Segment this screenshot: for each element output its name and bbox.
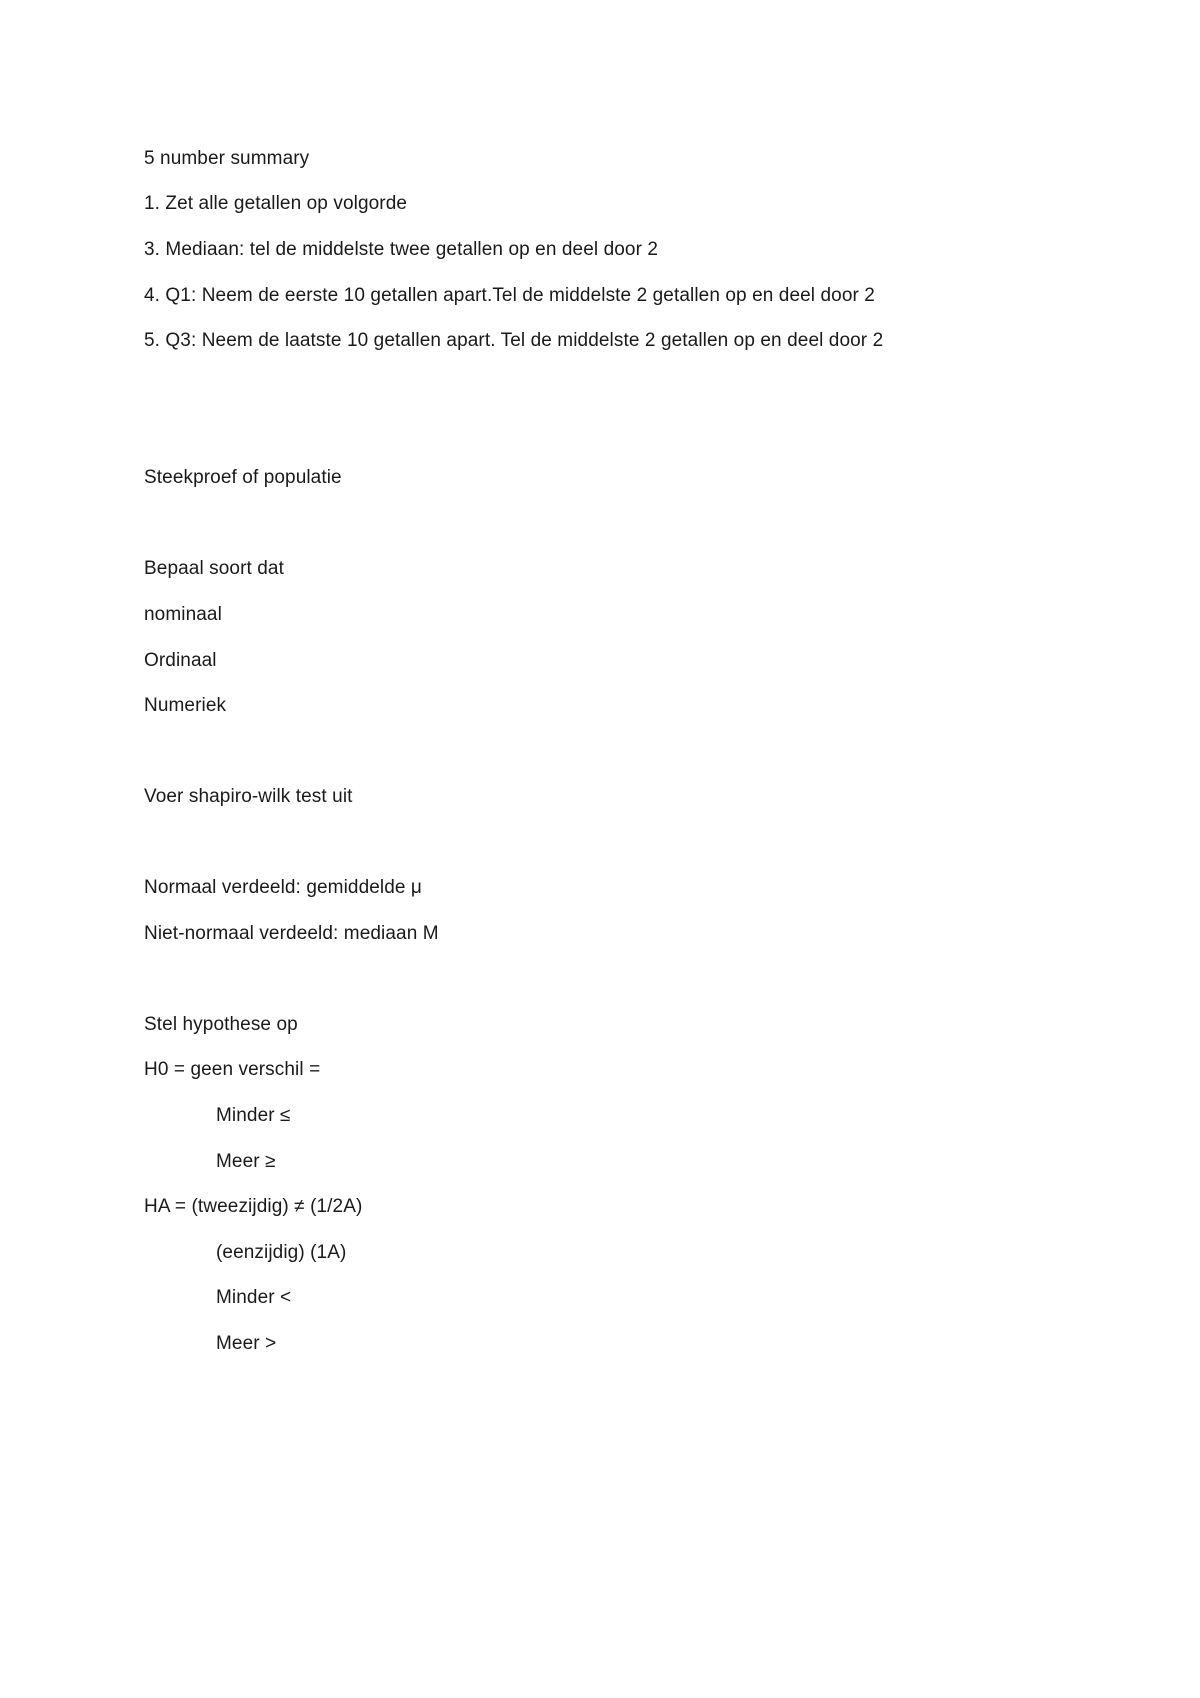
data-type-numeric: Numeriek	[144, 695, 227, 716]
step-4-q1: 4. Q1: Neem de eerste 10 getallen apart.Tel de middelste 2 getallen op en deel door 2	[144, 285, 875, 306]
normal-distribution-mean: Normaal verdeeld: gemiddelde μ	[144, 877, 422, 898]
heading-5-number-summary: 5 number summary	[144, 148, 310, 169]
ha-two-sided: HA = (tweezijdig) ≠ (1/2A)	[144, 1196, 363, 1217]
h0-less-equal: Minder ≤	[216, 1105, 291, 1126]
heading-hypothesis: Stel hypothese op	[144, 1014, 298, 1035]
heading-data-type: Bepaal soort dat	[144, 558, 284, 579]
data-type-nominal: nominaal	[144, 604, 222, 625]
data-type-ordinal: Ordinaal	[144, 650, 217, 671]
step-3-median: 3. Mediaan: tel de middelste twee getallen op en deel door 2	[144, 239, 659, 260]
heading-shapiro-wilk: Voer shapiro-wilk test uit	[144, 786, 353, 807]
step-5-q3: 5. Q3: Neem de laatste 10 getallen apart. Tel de middelste 2 getallen op en deel door 2	[144, 330, 884, 351]
heading-sample-or-population: Steekproef of populatie	[144, 467, 342, 488]
h0-greater-equal: Meer ≥	[216, 1151, 276, 1172]
ha-greater: Meer >	[216, 1333, 277, 1354]
ha-less: Minder <	[216, 1287, 292, 1308]
h0-no-difference: H0 = geen verschil =	[144, 1059, 321, 1080]
ha-one-sided: (eenzijdig) (1A)	[216, 1242, 347, 1263]
non-normal-distribution-median: Niet-normaal verdeeld: mediaan M	[144, 923, 439, 944]
step-1-sort: 1. Zet alle getallen op volgorde	[144, 193, 408, 214]
